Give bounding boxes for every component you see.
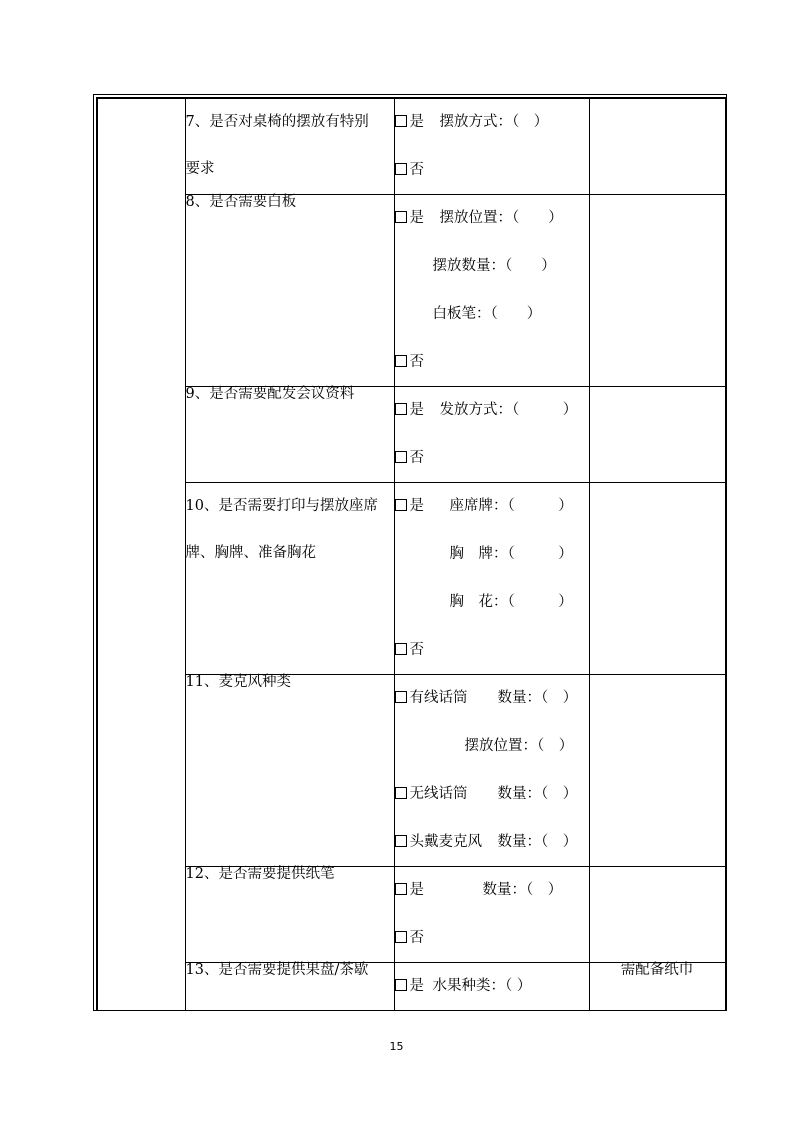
option-detail: 摆放位置：（ ）	[464, 738, 574, 754]
checkbox-icon[interactable]	[395, 835, 407, 847]
item-text: 9、是否需要配发会议资料	[185, 386, 355, 402]
note-cell	[589, 387, 725, 483]
option-line	[395, 818, 589, 866]
blank-category-cell	[97, 98, 185, 1011]
checkbox-icon[interactable]	[395, 163, 407, 175]
option-line	[395, 387, 589, 434]
checkbox-icon[interactable]	[395, 115, 407, 127]
checkbox-icon[interactable]	[395, 643, 407, 655]
option-line	[395, 242, 589, 290]
item-cell	[185, 963, 394, 1011]
option-label: 是	[409, 978, 424, 994]
checkbox-icon[interactable]	[395, 883, 407, 895]
checkbox-icon[interactable]	[395, 451, 407, 463]
table-row	[97, 867, 725, 963]
option-label: 否	[409, 450, 424, 466]
item-text: 13、是否需要提供果盘/茶歇	[185, 962, 369, 978]
item-text: 10、是否需要打印与摆放座席牌、胸牌、准备胸花	[185, 498, 378, 561]
item-cell	[185, 98, 394, 195]
checkbox-icon[interactable]	[395, 787, 407, 799]
options-cell	[394, 483, 589, 675]
option-detail: 水果种类：（ ）	[432, 978, 532, 994]
option-detail: 数量：（ ）	[497, 786, 578, 802]
option-line	[395, 867, 589, 914]
option-label: 头戴麦克风	[409, 834, 482, 850]
table-row	[97, 195, 725, 387]
note-cell	[589, 195, 725, 387]
option-label: 是	[409, 210, 424, 226]
checkbox-icon[interactable]	[395, 691, 407, 703]
checkbox-icon[interactable]	[395, 211, 407, 223]
option-line	[395, 290, 589, 338]
option-line	[395, 338, 589, 386]
option-label: 否	[409, 642, 424, 658]
option-detail: 摆放方式：（ ）	[439, 114, 549, 130]
options-cell	[394, 867, 589, 963]
option-label: 有线话筒	[409, 690, 468, 706]
option-label: 是	[409, 882, 424, 898]
note-cell	[589, 867, 725, 963]
table-row	[97, 387, 725, 483]
checkbox-icon[interactable]	[395, 355, 407, 367]
option-line	[395, 578, 589, 626]
item-cell	[185, 387, 394, 483]
options-cell	[394, 387, 589, 483]
options-cell	[394, 963, 589, 1011]
options-cell	[394, 195, 589, 387]
option-detail: 数量：（ ）	[482, 882, 563, 898]
requirements-table	[96, 97, 726, 1011]
item-text: 11、麦克风种类	[185, 674, 291, 690]
checkbox-icon[interactable]	[395, 979, 407, 991]
option-line	[395, 195, 589, 242]
option-detail: 数量：（ ）	[497, 834, 578, 850]
option-line	[395, 530, 589, 578]
item-cell	[185, 675, 394, 867]
page-number: 15	[389, 1040, 404, 1053]
item-text: 8、是否需要白板	[185, 194, 297, 210]
note-cell: 需配备纸巾	[589, 963, 725, 1011]
option-detail: 白板笔：（ ）	[432, 306, 542, 322]
option-detail: 数量：（ ）	[497, 690, 578, 706]
option-detail: 胸 牌：（ ）	[449, 546, 573, 562]
option-label: 无线话筒	[409, 786, 468, 802]
note-cell	[589, 98, 725, 195]
table-row	[97, 483, 725, 675]
checkbox-icon[interactable]	[395, 403, 407, 415]
option-line	[395, 770, 589, 818]
option-line	[395, 626, 589, 674]
table-row	[97, 675, 725, 867]
option-detail: 摆放位置：（ ）	[439, 210, 563, 226]
options-cell	[394, 675, 589, 867]
option-detail: 胸 花：（ ）	[449, 594, 573, 610]
option-line	[395, 675, 589, 722]
option-detail: 座席牌：（ ）	[449, 498, 573, 514]
note-cell	[589, 483, 725, 675]
option-line	[395, 483, 589, 530]
option-detail: 摆放数量：（ ）	[432, 258, 556, 274]
note-cell	[589, 675, 725, 867]
option-label: 否	[409, 162, 424, 178]
checkbox-icon[interactable]	[395, 499, 407, 511]
item-cell	[185, 867, 394, 963]
item-text: 12、是否需要提供纸笔	[185, 866, 335, 882]
option-label: 是	[409, 402, 424, 418]
item-text: 7、是否对桌椅的摆放有特别要求	[185, 114, 369, 177]
option-line	[395, 963, 589, 1010]
option-label: 否	[409, 354, 424, 370]
checkbox-icon[interactable]	[395, 931, 407, 943]
option-line	[395, 914, 589, 962]
options-cell	[394, 98, 589, 195]
option-line	[395, 146, 589, 194]
option-label: 否	[409, 930, 424, 946]
table-row	[97, 963, 725, 1011]
option-line	[395, 722, 589, 770]
option-line	[395, 99, 589, 146]
option-label: 是	[409, 498, 424, 514]
item-cell	[185, 195, 394, 387]
option-line	[395, 434, 589, 482]
option-label: 是	[409, 114, 424, 130]
option-detail: 发放方式：（ ）	[439, 402, 578, 418]
table-row	[97, 98, 725, 195]
item-cell	[185, 483, 394, 675]
